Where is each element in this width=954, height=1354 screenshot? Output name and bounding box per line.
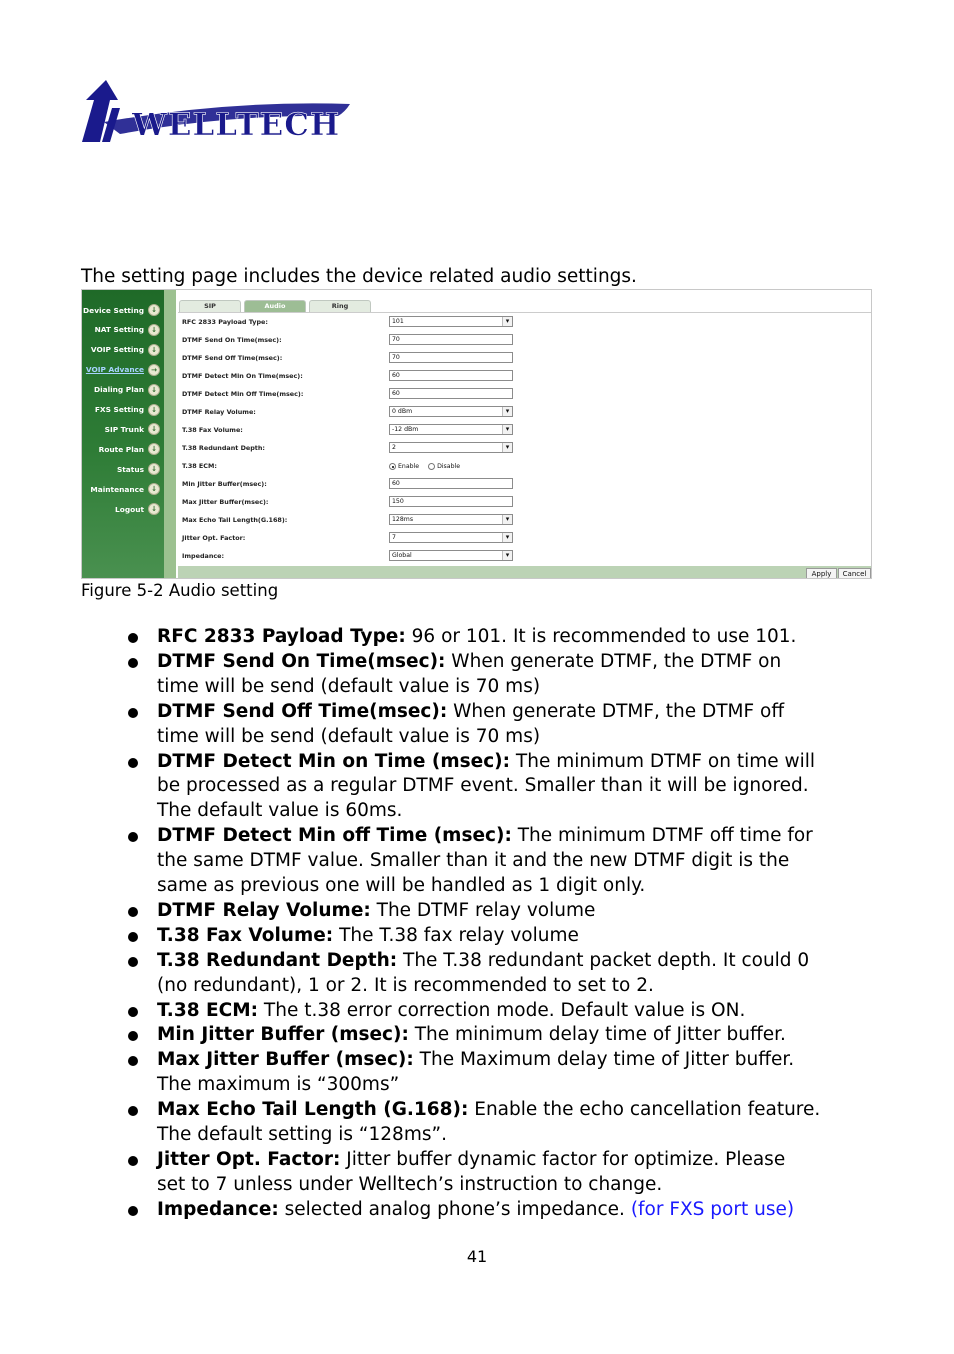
bullet-dot-icon bbox=[128, 1106, 138, 1116]
dtmf-send-on-time-msec-input[interactable]: 70 bbox=[389, 334, 513, 345]
dtmf-detect-min-off-time-msec-input[interactable]: 60 bbox=[389, 388, 513, 399]
bullet-dot-icon bbox=[128, 633, 138, 643]
bullet-term: T.38 Redundant Depth: bbox=[157, 949, 398, 971]
radio-label: Disable bbox=[437, 463, 461, 470]
bullet-line bbox=[157, 800, 402, 821]
form-row-jitter-opt-factor bbox=[178, 529, 872, 547]
bullet-dot-icon bbox=[128, 1206, 138, 1216]
min-jitter-buffer-msec-input[interactable]: 60 bbox=[389, 478, 513, 489]
sidebar-item-status[interactable] bbox=[117, 462, 160, 476]
sidebar-item-label: Device Setting bbox=[83, 305, 144, 315]
field-label: Max Echo Tail Length(G.168): bbox=[182, 516, 288, 524]
form-row-t-38-redundant-depth bbox=[178, 439, 872, 457]
sidebar-item-device-setting[interactable] bbox=[83, 303, 160, 317]
bullet-line bbox=[157, 925, 579, 946]
figure-caption: Figure 5-2 Audio setting bbox=[81, 581, 279, 600]
bullet-dot-icon bbox=[128, 658, 138, 668]
sidebar-item-voip-setting[interactable] bbox=[91, 343, 160, 357]
bullet-term: DTMF Send Off Time(msec): bbox=[157, 700, 448, 722]
field-label: DTMF Relay Volume: bbox=[182, 408, 256, 416]
arrow-down-icon: ↓ bbox=[148, 404, 160, 416]
bullet-line bbox=[157, 1049, 794, 1070]
sidebar-item-label: FXS Setting bbox=[94, 405, 144, 414]
fxs-port-note: (for FXS port use) bbox=[630, 1198, 795, 1220]
sidebar-item-maintenance[interactable] bbox=[90, 482, 160, 496]
bullet-description: The default setting is “128ms”. bbox=[157, 1123, 447, 1145]
field-label: DTMF Send Off Time(msec): bbox=[182, 354, 283, 362]
arrow-down-icon: ↓ bbox=[148, 344, 160, 356]
bullet-term: T.38 ECM: bbox=[157, 999, 259, 1021]
bullet-line bbox=[157, 751, 815, 772]
bullet-item bbox=[128, 1149, 888, 1199]
sidebar-item-label: Dialing Plan bbox=[93, 385, 144, 395]
sidebar-item-voip-advance[interactable] bbox=[86, 363, 160, 377]
bullet-term: Min Jitter Buffer (msec): bbox=[157, 1024, 409, 1046]
bullet-term: Jitter Opt. Factor: bbox=[157, 1148, 341, 1170]
dtmf-relay-volume-select[interactable]: 0 dBm ▾ bbox=[389, 406, 513, 417]
bullet-description: Jitter buffer dynamic factor for optimize. Please bbox=[340, 1148, 786, 1170]
bullet-item bbox=[128, 626, 888, 651]
audio-settings-form bbox=[178, 312, 872, 567]
radio-enable[interactable] bbox=[389, 463, 396, 470]
bullet-item bbox=[128, 825, 888, 900]
sidebar-item-sip-trunk[interactable] bbox=[105, 422, 160, 436]
field-label: Impedance: bbox=[182, 552, 225, 560]
bullet-item bbox=[128, 651, 888, 701]
bullet-term: DTMF Detect Min off Time (msec): bbox=[157, 825, 512, 847]
t-38-fax-volume-select[interactable]: -12 dBm ▾ bbox=[389, 424, 513, 435]
bullet-line bbox=[157, 850, 789, 871]
form-row-dtmf-relay-volume bbox=[178, 403, 872, 421]
bullet-dot-icon bbox=[128, 1007, 138, 1017]
bullet-dot-icon bbox=[128, 708, 138, 718]
bullet-description: the same DTMF value. Smaller than it and the new DTMF digit is the bbox=[157, 850, 790, 872]
sidebar-item-nat-setting[interactable] bbox=[95, 323, 160, 337]
arrow-down-icon: ↓ bbox=[148, 324, 160, 336]
bullet-line bbox=[157, 1174, 662, 1195]
radio-disable[interactable] bbox=[428, 463, 435, 470]
sidebar-item-label: VOIP Setting bbox=[90, 345, 144, 355]
bullet-item bbox=[128, 925, 888, 950]
bullet-line bbox=[157, 975, 654, 996]
bullet-line bbox=[157, 1199, 794, 1220]
form-row-t-38-fax-volume bbox=[178, 421, 872, 439]
field-label: Jitter Opt. Factor: bbox=[182, 534, 246, 542]
bullet-item bbox=[128, 751, 888, 826]
bullet-line bbox=[157, 825, 813, 846]
sidebar-item-label: SIP Trunk bbox=[104, 424, 144, 434]
bullet-item bbox=[128, 701, 888, 751]
bullet-dot-icon bbox=[128, 832, 138, 842]
tab-audio[interactable]: Audio bbox=[244, 300, 306, 312]
sidebar-item-label: Logout bbox=[115, 504, 144, 514]
bullet-description: The DTMF relay volume bbox=[370, 899, 596, 921]
bullet-description: time will be send (default value is 70 ms) bbox=[157, 675, 541, 697]
sidebar-divider bbox=[164, 290, 176, 579]
field-label: T.38 Fax Volume: bbox=[182, 426, 243, 434]
sidebar-item-label: Route Plan bbox=[98, 444, 144, 454]
bullet-term: Max Echo Tail Length (G.168): bbox=[157, 1099, 469, 1121]
bullet-item bbox=[128, 1000, 888, 1025]
bullet-description: time will be send (default value is 70 ms) bbox=[157, 725, 541, 747]
bullet-item bbox=[128, 1199, 888, 1224]
form-row-min-jitter-buffer-msec bbox=[178, 475, 872, 493]
form-row-impedance bbox=[178, 547, 872, 565]
bullet-item bbox=[128, 1049, 888, 1099]
bullet-description: same as previous one will be handled as 1 digit only. bbox=[157, 874, 646, 896]
sidebar-item-label: VOIP Advance bbox=[85, 365, 144, 375]
bullet-term: RFC 2833 Payload Type: bbox=[157, 626, 406, 647]
t38-ecm-radio-group bbox=[389, 461, 469, 472]
field-label: Max Jitter Buffer(msec): bbox=[182, 498, 269, 506]
form-footer-bar bbox=[178, 566, 872, 579]
bullet-line bbox=[157, 626, 796, 647]
bullet-line bbox=[157, 875, 645, 896]
bullet-term: T.38 Fax Volume: bbox=[157, 924, 334, 946]
bullet-description: (no redundant), 1 or 2. It is recommended to set to 2. bbox=[157, 974, 654, 996]
form-row-dtmf-detect-min-on-time-msec bbox=[178, 367, 872, 385]
bullet-description: be processed as a regular DTMF event. Smaller than it will be ignored. bbox=[157, 775, 809, 797]
arrow-down-icon: ↓ bbox=[148, 483, 160, 495]
field-label: T.38 ECM: bbox=[182, 462, 217, 470]
arrow-right-icon: → bbox=[148, 364, 160, 376]
impedance-select[interactable]: Global ▾ bbox=[389, 550, 513, 561]
rfc-2833-payload-type-select[interactable]: 101 ▾ bbox=[389, 316, 513, 327]
page-number: 41 bbox=[466, 1247, 488, 1266]
bullet-dot-icon bbox=[128, 758, 138, 768]
bullet-dot-icon bbox=[128, 957, 138, 967]
field-label: Min Jitter Buffer(msec): bbox=[182, 480, 267, 488]
cancel-button[interactable]: Cancel bbox=[838, 568, 871, 579]
bullet-line bbox=[157, 900, 595, 921]
radio-label: Enable bbox=[398, 463, 420, 470]
field-label: DTMF Detect Min Off Time(msec): bbox=[182, 390, 304, 398]
intro-paragraph: The setting page includes the device related audio settings. bbox=[81, 266, 637, 287]
bullet-term: DTMF Send On Time(msec): bbox=[157, 650, 446, 672]
bullet-line bbox=[157, 950, 809, 971]
field-label: DTMF Detect Min On Time(msec): bbox=[182, 372, 303, 380]
bullet-item bbox=[128, 1024, 888, 1049]
bullet-term: Max Jitter Buffer (msec): bbox=[157, 1049, 414, 1071]
sidebar-item-label: Status bbox=[116, 464, 144, 474]
welltech-logo bbox=[80, 78, 352, 144]
bullet-dot-icon bbox=[128, 1056, 138, 1066]
form-row-rfc-2833-payload-type bbox=[178, 313, 872, 331]
form-row-max-jitter-buffer-msec bbox=[178, 493, 872, 511]
sidebar-item-logout[interactable] bbox=[115, 502, 160, 516]
bullet-term: DTMF Detect Min on Time (msec): bbox=[157, 750, 511, 772]
form-row-t-38-ecm bbox=[178, 457, 872, 475]
sidebar-item-label: NAT Setting bbox=[94, 325, 144, 335]
bullet-description: The t.38 error correction mode. Default value is ON. bbox=[258, 999, 746, 1021]
bullet-description: When generate DTMF, the DTMF off bbox=[447, 700, 785, 722]
arrow-down-icon: ↓ bbox=[148, 304, 160, 316]
audio-setting-screenshot bbox=[81, 289, 872, 579]
arrow-down-icon: ↓ bbox=[148, 443, 160, 455]
bullet-description: The minimum DTMF on time will bbox=[510, 750, 816, 772]
bullet-description: Enable the echo cancellation feature. bbox=[468, 1099, 821, 1121]
bullet-term: Impedance: bbox=[157, 1198, 279, 1220]
bullet-item bbox=[128, 900, 888, 925]
tab-sip[interactable]: SIP bbox=[179, 300, 241, 312]
bullet-description: The Maximum delay time of Jitter buffer. bbox=[413, 1049, 795, 1071]
bullet-line bbox=[157, 1000, 745, 1021]
bullet-description: set to 7 unless under Welltech’s instruction to change. bbox=[157, 1173, 663, 1195]
bullet-line bbox=[157, 1124, 447, 1145]
form-row-dtmf-send-off-time-msec bbox=[178, 349, 872, 367]
bullet-dot-icon bbox=[128, 1156, 138, 1166]
bullet-line bbox=[157, 726, 540, 747]
bullet-line bbox=[157, 775, 809, 796]
bullet-dot-icon bbox=[128, 907, 138, 917]
dtmf-send-off-time-msec-input[interactable]: 70 bbox=[389, 352, 513, 363]
arrow-down-icon: ↓ bbox=[148, 463, 160, 475]
bullet-item bbox=[128, 950, 888, 1000]
bullet-description: The default value is 60ms. bbox=[157, 800, 403, 822]
bullet-line bbox=[157, 1074, 399, 1095]
field-label: RFC 2833 Payload Type: bbox=[182, 318, 268, 326]
bullet-description: The maximum is “300ms” bbox=[157, 1074, 400, 1096]
bullet-description: The T.38 redundant packet depth. It could 0 bbox=[397, 949, 810, 971]
sidebar-item-label: Maintenance bbox=[90, 484, 144, 494]
sidebar-nav bbox=[82, 290, 164, 579]
bullet-item bbox=[128, 1099, 888, 1149]
sidebar-item-route-plan[interactable] bbox=[99, 442, 160, 456]
jitter-opt-factor-select[interactable]: 7 ▾ bbox=[389, 532, 513, 543]
t-38-redundant-depth-select[interactable]: 2 ▾ bbox=[389, 442, 513, 453]
sidebar-item-fxs-setting[interactable] bbox=[95, 403, 160, 417]
field-label: T.38 Redundant Depth: bbox=[182, 444, 265, 452]
bullet-line bbox=[157, 676, 540, 697]
bullet-line bbox=[157, 701, 784, 722]
bullet-description: 96 or 101. It is recommended to use 101. bbox=[405, 626, 797, 647]
form-row-dtmf-detect-min-off-time-msec bbox=[178, 385, 872, 403]
apply-button[interactable]: Apply bbox=[806, 568, 837, 579]
bullet-description: The minimum delay time of Jitter buffer. bbox=[408, 1024, 786, 1046]
bullet-line bbox=[157, 1149, 785, 1170]
dtmf-detect-min-on-time-msec-input[interactable]: 60 bbox=[389, 370, 513, 381]
arrow-down-icon: ↓ bbox=[148, 423, 160, 435]
bullet-line bbox=[157, 1024, 786, 1045]
tab-ring[interactable]: Ring bbox=[309, 300, 371, 312]
max-echo-tail-length-g-168-select[interactable]: 128ms ▾ bbox=[389, 514, 513, 525]
bullet-dot-icon bbox=[128, 1031, 138, 1041]
arrow-down-icon: ↓ bbox=[148, 384, 160, 396]
bullet-dot-icon bbox=[128, 932, 138, 942]
max-jitter-buffer-msec-input[interactable]: 150 bbox=[389, 496, 513, 507]
bullet-term: DTMF Relay Volume: bbox=[157, 899, 371, 921]
arrow-down-icon: ↓ bbox=[148, 503, 160, 515]
bullet-description: The T.38 fax relay volume bbox=[333, 924, 579, 946]
field-label: DTMF Send On Time(msec): bbox=[182, 336, 282, 344]
settings-tabs bbox=[179, 300, 374, 312]
bullet-line bbox=[157, 1099, 820, 1120]
sidebar-item-dialing-plan[interactable] bbox=[94, 383, 160, 397]
logo-wordmark: WELLTECH bbox=[132, 107, 341, 143]
bullet-description: When generate DTMF, the DTMF on bbox=[445, 650, 782, 672]
form-row-dtmf-send-on-time-msec bbox=[178, 331, 872, 349]
bullet-description: selected analog phone’s impedance. bbox=[278, 1198, 631, 1220]
bullet-description: The minimum DTMF off time for bbox=[511, 825, 813, 847]
bullet-line bbox=[157, 651, 781, 672]
form-row-max-echo-tail-length-g-168 bbox=[178, 511, 872, 529]
